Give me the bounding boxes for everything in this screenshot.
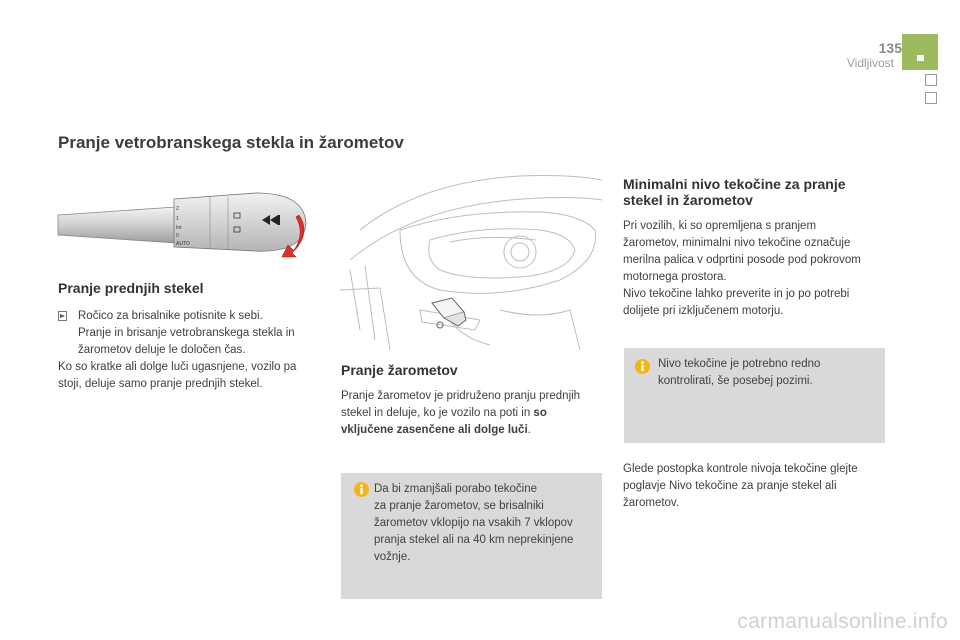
fluid-reference-section [623,461,891,512]
lever-label-1: 1 [176,216,179,222]
fluid-info-line-2: kontrolirati, še posebej pozimi. [658,375,813,387]
headlamp-wash-line-3-bold: vključene zasenčene ali dolge luči [341,424,528,436]
nav-box-2[interactable] [925,92,937,104]
wiper-lever-svg [56,185,316,260]
fluid-level-heading-line-2: stekel in žarometov [623,192,753,208]
chapter-tab[interactable] [902,34,938,70]
headlamp-wash-line-1: Pranje žarometov je pridruženo pranju prednjih [341,390,581,402]
fluid-level-heading-line-1: Minimalni nivo tekočine za pranje [623,176,846,192]
fluid-level-line-2: žarometov, minimalni nivo tekočine označuje [623,237,851,249]
headlamp-info-line-3: žarometov vklopijo na vsakih 7 vklopov [374,517,573,529]
headlamp-info-line-1: Da bi zmanjšali porabo tekočine [374,483,538,495]
front-wash-para-line-2: stoji, deluje samo pranje prednjih stekel. [58,378,263,390]
headlamp-wash-line-3-end: . [527,424,531,436]
headlamp-info-line-2: za pranje žarometov, se brisalniki [374,500,544,512]
lever-label-0: 0 [176,233,179,239]
headlamp-wash-line-2 [341,405,603,422]
bullet-arrow-icon [58,308,78,359]
fluid-info-text [658,356,880,390]
fluid-level-line-4: motornega prostora. [623,271,727,283]
headlamp-info-line-5: vožnje. [374,551,411,563]
headlamp-washer-illustration [340,170,602,350]
fluid-reference-line-3: žarometov. [623,497,680,509]
tab-marker-icon [917,55,924,61]
headlamp-wash-line-2-bold: so [533,407,547,419]
front-wash-heading: Pranje prednjih stekel [58,280,204,296]
fluid-level-line-6: dolijete pri izključenem motorju. [623,305,784,317]
info-icon [635,359,650,374]
front-wash-bullet [58,308,320,359]
lever-label-2: 2 [176,206,179,212]
fluid-reference-line-1: Glede postopka kontrole nivoja tekočine glejte [623,463,858,475]
fluid-level-line-3: merilna palica v odprtini posode pod pokrovom [623,254,861,266]
lever-label-int: Int [176,225,182,231]
front-wash-bullet-line-2: Pranje in brisanje vetrobranskega stekla in [78,327,295,339]
bullet-arrow-svg [58,311,67,321]
page-title: Pranje vetrobranskega stekla in žarometov [58,133,404,152]
headlamp-info-box [341,473,602,599]
front-wash-bullet-line-1: Ročico za brisalnike potisnite k sebi. [78,310,263,322]
headlamp-info-line-4: pranja stekel ali na 40 km neprekinjene [374,534,574,546]
front-wash-bullet-line-3: žarometov deluje le določen čas. [78,344,246,356]
fluid-reference-line-2: poglavje Nivo tekočine za pranje stekel ali [623,480,837,492]
fluid-level-line-5: Nivo tekočine lahko preverite in jo po potrebi [623,288,850,300]
wiper-lever-illustration [56,185,316,260]
info-icon [354,482,369,497]
front-wash-para-line-1: Ko so kratke ali dolge luči ugasnjene, vozilo pa [58,361,297,373]
nav-box-1[interactable] [925,74,937,86]
fluid-level-section [623,176,891,320]
front-wash-section [58,280,320,393]
headlamp-wash-section [341,362,603,439]
fluid-info-box [624,348,885,443]
section-name: Vidljivost [846,56,894,70]
headlamp-washer-svg [340,170,602,350]
page-number: 135 [878,40,902,56]
headlamp-wash-heading: Pranje žarometov [341,362,458,378]
fluid-level-line-1: Pri vozilih, ki so opremljena s pranjem [623,220,817,232]
watermark: carmanualsonline.info [737,610,948,633]
fluid-info-line-1: Nivo tekočine je potrebno redno [658,358,821,370]
lever-label-auto: AUTO [176,241,190,247]
headlamp-wash-line-2-text: stekel in deluje, ko je vozilo na poti in [341,407,534,419]
headlamp-wash-line-3 [341,422,603,439]
headlamp-info-text [374,481,599,566]
